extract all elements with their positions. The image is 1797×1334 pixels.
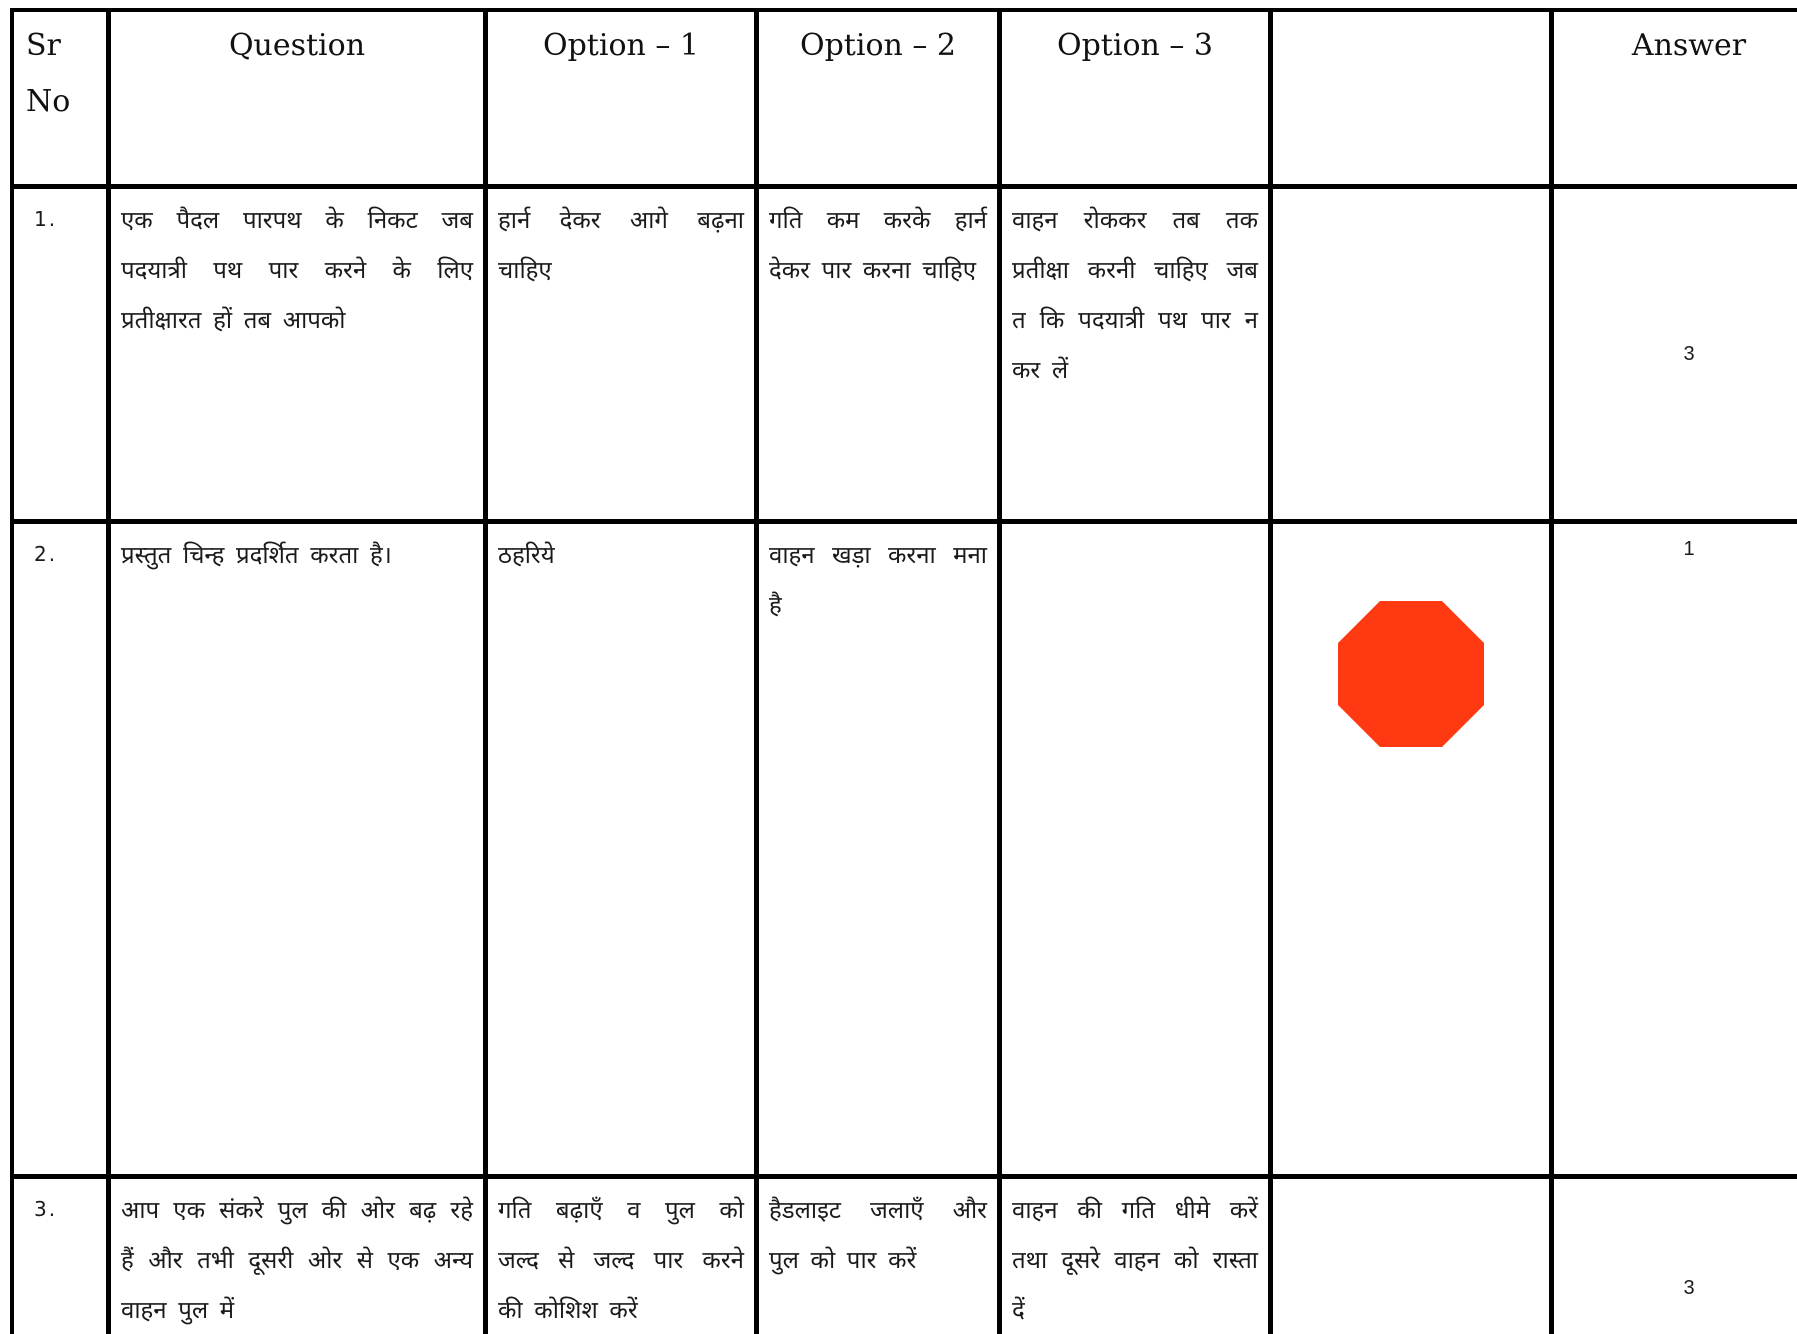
question-text: आप एक संकरे पुल की ओर बढ़ रहे हैं और तभी दूसरी ओर से एक अन्य वाहन पुल में <box>110 1178 484 1334</box>
option-3-text: वाहन की गति धीमे करें तथा दूसरे वाहन को रास्ता दें <box>1001 1178 1269 1334</box>
answer-value: 3 <box>1553 1178 1797 1334</box>
table-row <box>13 188 1797 520</box>
question-table <box>10 8 1797 1334</box>
sr-number: 1. <box>13 188 107 520</box>
red-octagon-stop-sign-icon <box>1336 599 1486 749</box>
option-1-text: ठहरिये <box>487 523 755 1175</box>
option-1-text: हार्न देकर आगे बढ़ना चाहिए <box>487 188 755 520</box>
option-2-text: गति कम करके हार्न देकर पार करना चाहिए <box>758 188 998 520</box>
image-cell <box>1272 1178 1550 1334</box>
header-image-column <box>1272 11 1550 185</box>
sr-number: 2. <box>13 523 107 1175</box>
header-option-3: Option – 3 <box>1001 11 1269 185</box>
quiz-sheet <box>10 8 1797 1334</box>
image-cell <box>1272 188 1550 520</box>
option-2-text: वाहन खड़ा करना मना है <box>758 523 998 1175</box>
image-cell <box>1272 523 1550 1175</box>
option-3-text <box>1001 523 1269 1175</box>
question-text: एक पैदल पारपथ के निकट जब पदयात्री पथ पार करने के लिए प्रतीक्षारत हों तब आपको <box>110 188 484 520</box>
header-sr-line1: Sr <box>26 28 61 63</box>
sign-wrap <box>1273 524 1549 824</box>
header-sr-line2: No <box>26 84 71 119</box>
option-3-text: वाहन रोककर तब तक प्रतीक्षा करनी चाहिए जब त कि पदयात्री पथ पार न कर लें <box>1001 188 1269 520</box>
table-header-row <box>13 11 1797 185</box>
header-option-2: Option – 2 <box>758 11 998 185</box>
table-row <box>13 523 1797 1175</box>
answer-value: 3 <box>1553 188 1797 520</box>
header-option-1: Option – 1 <box>487 11 755 185</box>
table-row <box>13 1178 1797 1334</box>
sr-number: 3. <box>13 1178 107 1334</box>
header-answer: Answer <box>1553 11 1797 185</box>
header-question: Question <box>110 11 484 185</box>
question-text: प्रस्तुत चिन्ह प्रदर्शित करता है। <box>110 523 484 1175</box>
option-2-text: हैडलाइट जलाएँ और पुल को पार करें <box>758 1178 998 1334</box>
option-1-text: गति बढ़ाएँ व पुल को जल्द से जल्द पार करने की कोशिश करें <box>487 1178 755 1334</box>
header-sr-no <box>13 11 107 185</box>
answer-value: 1 <box>1553 523 1797 1175</box>
